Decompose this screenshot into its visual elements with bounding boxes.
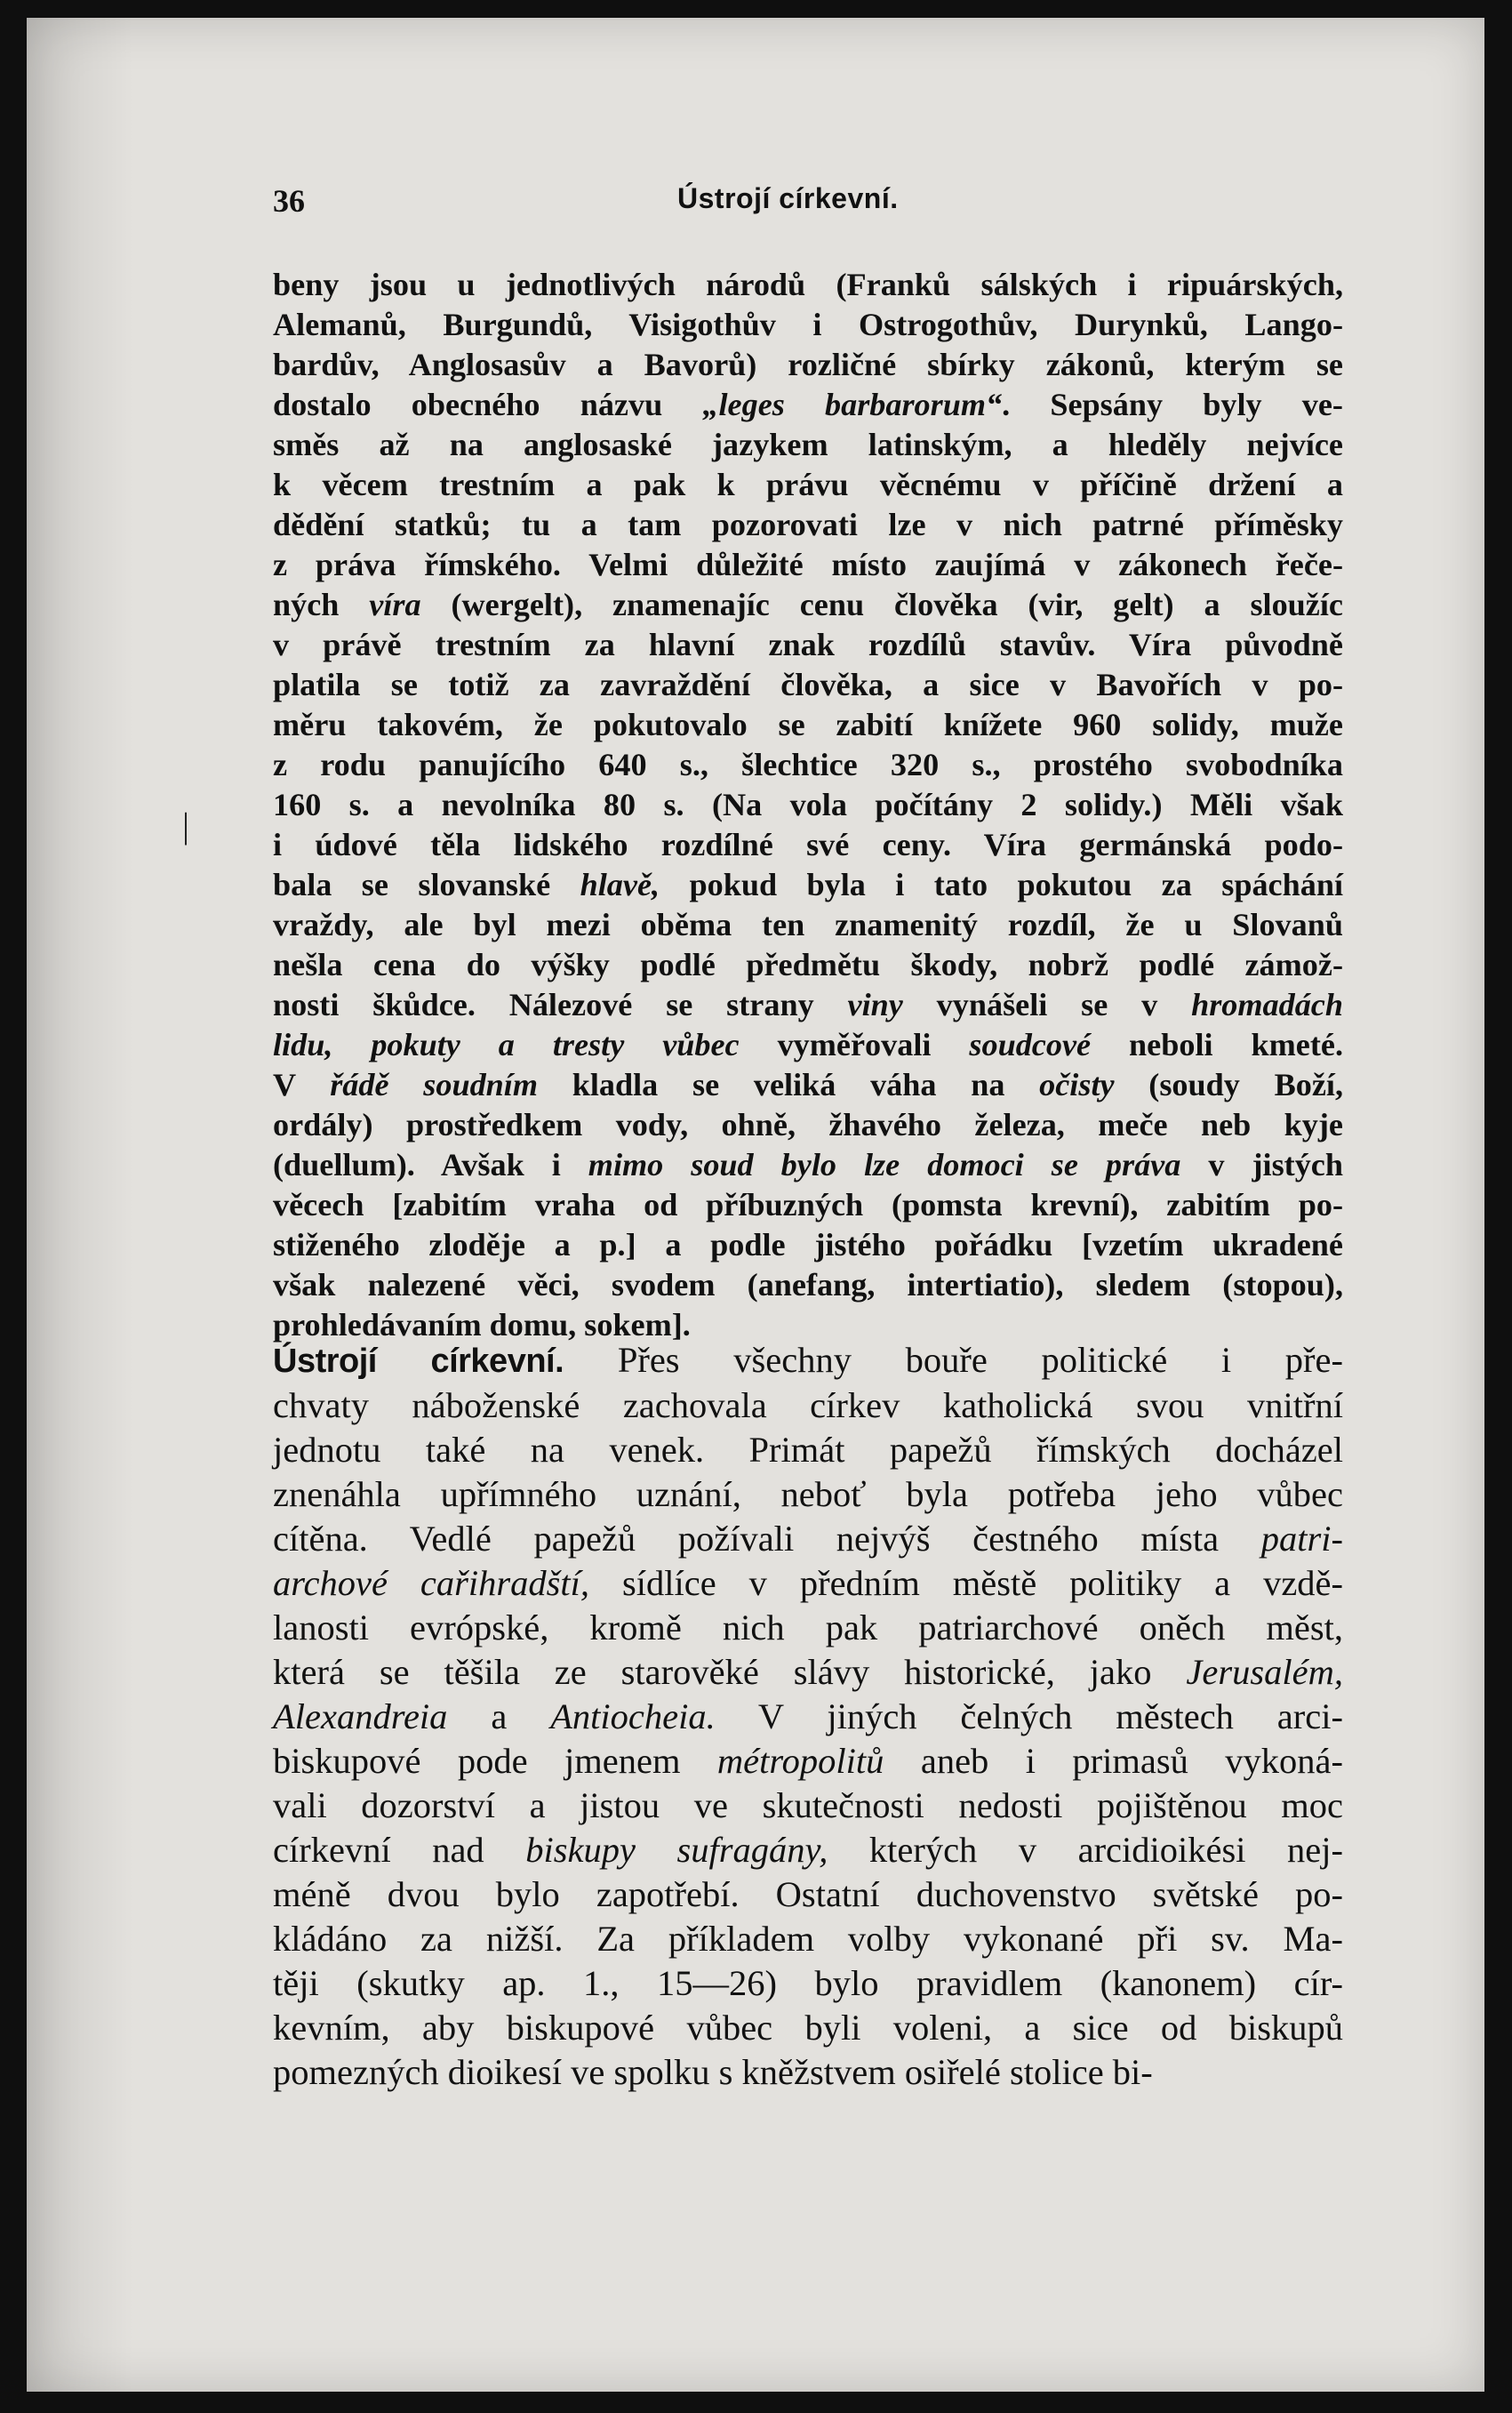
text-line: lanosti evrópské, kromě nich pak patriarchové oněch měst, <box>273 1607 1343 1647</box>
paragraph-law-codes <box>273 265 1343 1345</box>
text-line: směs až na anglosaské jazykem latinským, a hleděly nejvíce <box>273 427 1343 462</box>
text-segment: kladla se veliká váha na <box>538 1067 1040 1102</box>
text-line <box>273 1145 1343 1185</box>
text-line: z práva římského. Velmi důležité místo zaujímá v zákonech řeče- <box>273 547 1343 582</box>
text-segment: vyměřovali <box>739 1027 970 1062</box>
text-line: znenáhla upřímného uznání, neboť byla potřeba jeho vůbec <box>273 1474 1343 1514</box>
italic-term: mimo soud bylo lze domoci se práva <box>588 1147 1181 1182</box>
italic-term: víra <box>369 587 421 622</box>
page-header <box>273 182 1343 236</box>
text-segment: (duellum). Avšak i <box>273 1147 588 1182</box>
text-line <box>273 1828 1343 1872</box>
text-line <box>273 1338 1343 1383</box>
text-line <box>273 1739 1343 1784</box>
text-line <box>273 1517 1343 1561</box>
italic-term: métropolitů <box>716 1741 884 1781</box>
text-segment: . Sepsány byly ve- <box>1002 387 1343 422</box>
text-line <box>273 1561 1343 1606</box>
text-line: chvaty náboženské zachovala církev katholická svou vnitřní <box>273 1385 1343 1425</box>
text-segment: nosti škůdce. Nálezové se strany <box>273 987 848 1022</box>
text-line <box>273 865 1343 905</box>
text-line: bardův, Anglosasův a Bavorů) rozličné sbírky zákonů, kterým se <box>273 347 1343 382</box>
text-segment: dostalo obecného názvu <box>273 387 703 422</box>
text-line: v právě trestním za hlavní znak rozdílů stavův. Víra původně <box>273 627 1343 662</box>
text-line: kevním, aby biskupové vůbec byli voleni, a sice od biskupů <box>273 2008 1343 2048</box>
text-line: méně dvou bylo zapotřebí. Ostatní duchovenstvo světské po- <box>273 1874 1343 1914</box>
text-line <box>273 385 1343 425</box>
text-line: vraždy, ale byl mezi oběma ten znamenitý rozdíl, že u Slovanů <box>273 907 1343 942</box>
text-line: beny jsou u jednotlivých národů (Franků sálských i ripuárských, <box>273 267 1343 302</box>
text-line <box>273 1695 1343 1739</box>
text-line: však nalezené věci, svodem (anefang, intertiatio), sledem (stopou), <box>273 1267 1343 1303</box>
text-segment: církevní nad <box>273 1830 526 1870</box>
text-segment: sídlíce v předním městě politiky a vzdě- <box>589 1563 1344 1603</box>
text-segment: (wergelt), znamenajíc cenu člověka (vir, gelt) a sloužíc <box>420 587 1343 622</box>
text-line: vali dozorství a jistou ve skutečnosti nedosti pojištěnou moc <box>273 1785 1343 1825</box>
text-line: prohledávaním domu, sokem]. <box>273 1307 691 1343</box>
text-segment: pokud byla i tato pokutou za spáchání <box>660 867 1344 902</box>
text-line: kládáno za nižší. Za příkladem volby vykonané při sv. Ma- <box>273 1919 1343 1959</box>
text-line: dědění statků; tu a tam pozorovati lze v nich patrné příměsky <box>273 507 1343 542</box>
text-segment: kterých v arcidioikési nej- <box>828 1830 1344 1870</box>
text-line: pomezných dioikesí ve spolku s kněžstvem osiřelé stolice bi- <box>273 2052 1153 2092</box>
text-line: k věcem trestním a pak k právu věcnému v příčině držení a <box>273 467 1343 502</box>
text-segment: V jiných čelných městech arci- <box>715 1696 1343 1736</box>
italic-term: Alexandreia <box>273 1696 448 1736</box>
text-line <box>273 1650 1343 1695</box>
italic-term: očisty <box>1039 1067 1115 1102</box>
text-line <box>273 985 1343 1025</box>
text-line: platila se totiž za zavraždění člověka, a sice v Bavořích v po- <box>273 667 1343 702</box>
italic-term: Antiocheia. <box>550 1696 716 1736</box>
italic-term: hlavě, <box>580 867 660 902</box>
italic-term: viny <box>847 987 903 1022</box>
text-line: z rodu panujícího 640 s., šlechtice 320 s., prostého svobodníka <box>273 747 1343 782</box>
italic-term: patri- <box>1260 1519 1343 1559</box>
page-number: 36 <box>273 183 305 219</box>
text-line <box>273 1065 1343 1105</box>
text-segment: Přes všechny bouře politické i pře- <box>564 1340 1343 1380</box>
text-segment: bala se slovanské <box>273 867 580 902</box>
text-segment: cítěna. Vedlé papežů požívali nejvýš čestného místa <box>273 1519 1261 1559</box>
running-head: Ústrojí církevní. <box>677 182 899 214</box>
text-line <box>273 1025 1343 1065</box>
section-heading: Ústrojí církevní. <box>273 1343 564 1380</box>
italic-term: archové cařihradští, <box>273 1563 590 1603</box>
paragraph-church-structure <box>273 1338 1343 2095</box>
text-line <box>273 585 1343 625</box>
text-line: Alemanů, Burgundů, Visigothův i Ostrogothův, Durynků, Lango- <box>273 307 1343 342</box>
italic-term: biskupy sufragány, <box>525 1830 828 1870</box>
italic-term: lidu, pokuty a tresty vůbec <box>273 1027 740 1062</box>
text-line: věcech [zabitím vraha od příbuzných (pomsta krevní), zabitím po- <box>273 1187 1343 1223</box>
margin-mark: | <box>182 806 190 846</box>
italic-term: řádě soudním <box>330 1067 538 1102</box>
text-segment: aneb i primasů vykoná- <box>884 1741 1343 1781</box>
text-line: 160 s. a nevolníka 80 s. (Na vola počítány 2 solidy.) Měli však <box>273 787 1343 822</box>
text-line: jednotu také na venek. Primát papežů římských docházel <box>273 1430 1343 1470</box>
text-segment: vynášeli se v <box>902 987 1192 1022</box>
text-segment: biskupové pode jmenem <box>273 1741 717 1781</box>
text-line: měru takovém, že pokutovalo se zabití knížete 960 solidy, muže <box>273 707 1343 742</box>
text-segment: a <box>447 1696 551 1736</box>
text-line: ordály) prostředkem vody, ohně, žhavého železa, meče neb kyje <box>273 1107 1343 1142</box>
text-line: nešla cena do výšky podlé předmětu škody, nobrž podlé zámož- <box>273 947 1343 982</box>
text-segment: V <box>273 1067 331 1102</box>
text-segment: neboli kmeté. <box>1091 1027 1343 1062</box>
italic-term: soudcové <box>969 1027 1092 1062</box>
italic-term: „leges barbarorum“ <box>702 387 1003 422</box>
text-segment: která se těšila ze starověké slávy historické, jako <box>273 1652 1187 1692</box>
text-segment: ných <box>273 587 370 622</box>
text-line: stiženého zloděje a p.] a podle jistého pořádku [vzetím ukradené <box>273 1227 1343 1263</box>
text-segment: v jistých <box>1180 1147 1343 1182</box>
text-line: i údové těla lidského rozdílné své ceny. Víra germánská podo- <box>273 827 1343 862</box>
italic-term: Jerusalém, <box>1186 1652 1343 1692</box>
text-segment: (soudy Boží, <box>1114 1067 1343 1102</box>
italic-term: hromadách <box>1191 987 1343 1022</box>
text-line: těji (skutky ap. 1., 15—26) bylo pravidlem (kanonem) cír- <box>273 1963 1343 2003</box>
